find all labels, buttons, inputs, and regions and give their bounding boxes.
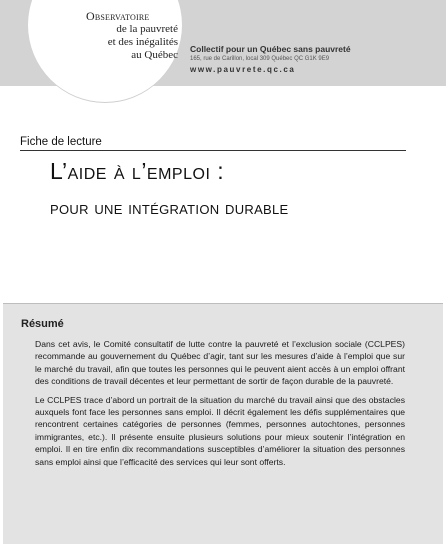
logo-line-4: au Québec — [131, 49, 178, 61]
logo-line-1: Observatoire — [86, 9, 150, 23]
summary-paragraph-1: Dans cet avis, le Comité consultatif de lutte contre la pauvreté et l’exclusion sociale (CCLPES) recommande au gouvernement du Québec d’agir, tant sur les mesures d’aide à l’emploi que sur le marché du travail, afin que toutes les personnes qui le peuvent aient accès à un emploi offrant des conditions de travail décentes et leur permettant de sortir de façon durable de la pauvreté. — [35, 339, 405, 387]
document-title-line-2 — [50, 197, 289, 221]
logo-line-3: et des inégalités — [107, 36, 178, 48]
title-divider — [20, 150, 406, 151]
summary-body — [35, 338, 405, 474]
organization-info — [190, 44, 440, 75]
document-type: Fiche de lecture — [20, 136, 102, 148]
org-name: Collectif pour un Québec sans pauvreté — [190, 44, 351, 54]
org-address: 165, rue de Carillon, local 309 Québec QC G1K 9E9 — [190, 56, 330, 62]
document-title-line-1 — [50, 158, 224, 184]
org-website[interactable]: www.pauvrete.qc.ca — [190, 65, 296, 74]
title-line-1-text: L’aide à l’emploi : — [50, 158, 225, 184]
title-line-2-text: pour une intégration durable — [50, 198, 289, 219]
summary-paragraph-2: Le CCLPES trace d’abord un portrait de la situation du marché du travail ainsi que des obstacles auxquels font face les personnes sans emploi. Il décrit également les défis supplémentaires que rencontrent certaines catégories de personnes (femmes, personnes autochtones, personnes immigrantes, etc.). Il présente ensuite plusieurs solutions pour mieux soutenir l’intégration en emploi. Il en tire enfin dix recommandations susceptibles d’améliorer la situation des personnes sans emploi ainsi que l’efficacité des services qui leur sont offerts. — [35, 394, 405, 467]
logo-line-2: de la pauvreté — [116, 23, 178, 35]
summary-heading: Résumé — [21, 318, 64, 330]
observatoire-logo — [60, 10, 178, 62]
